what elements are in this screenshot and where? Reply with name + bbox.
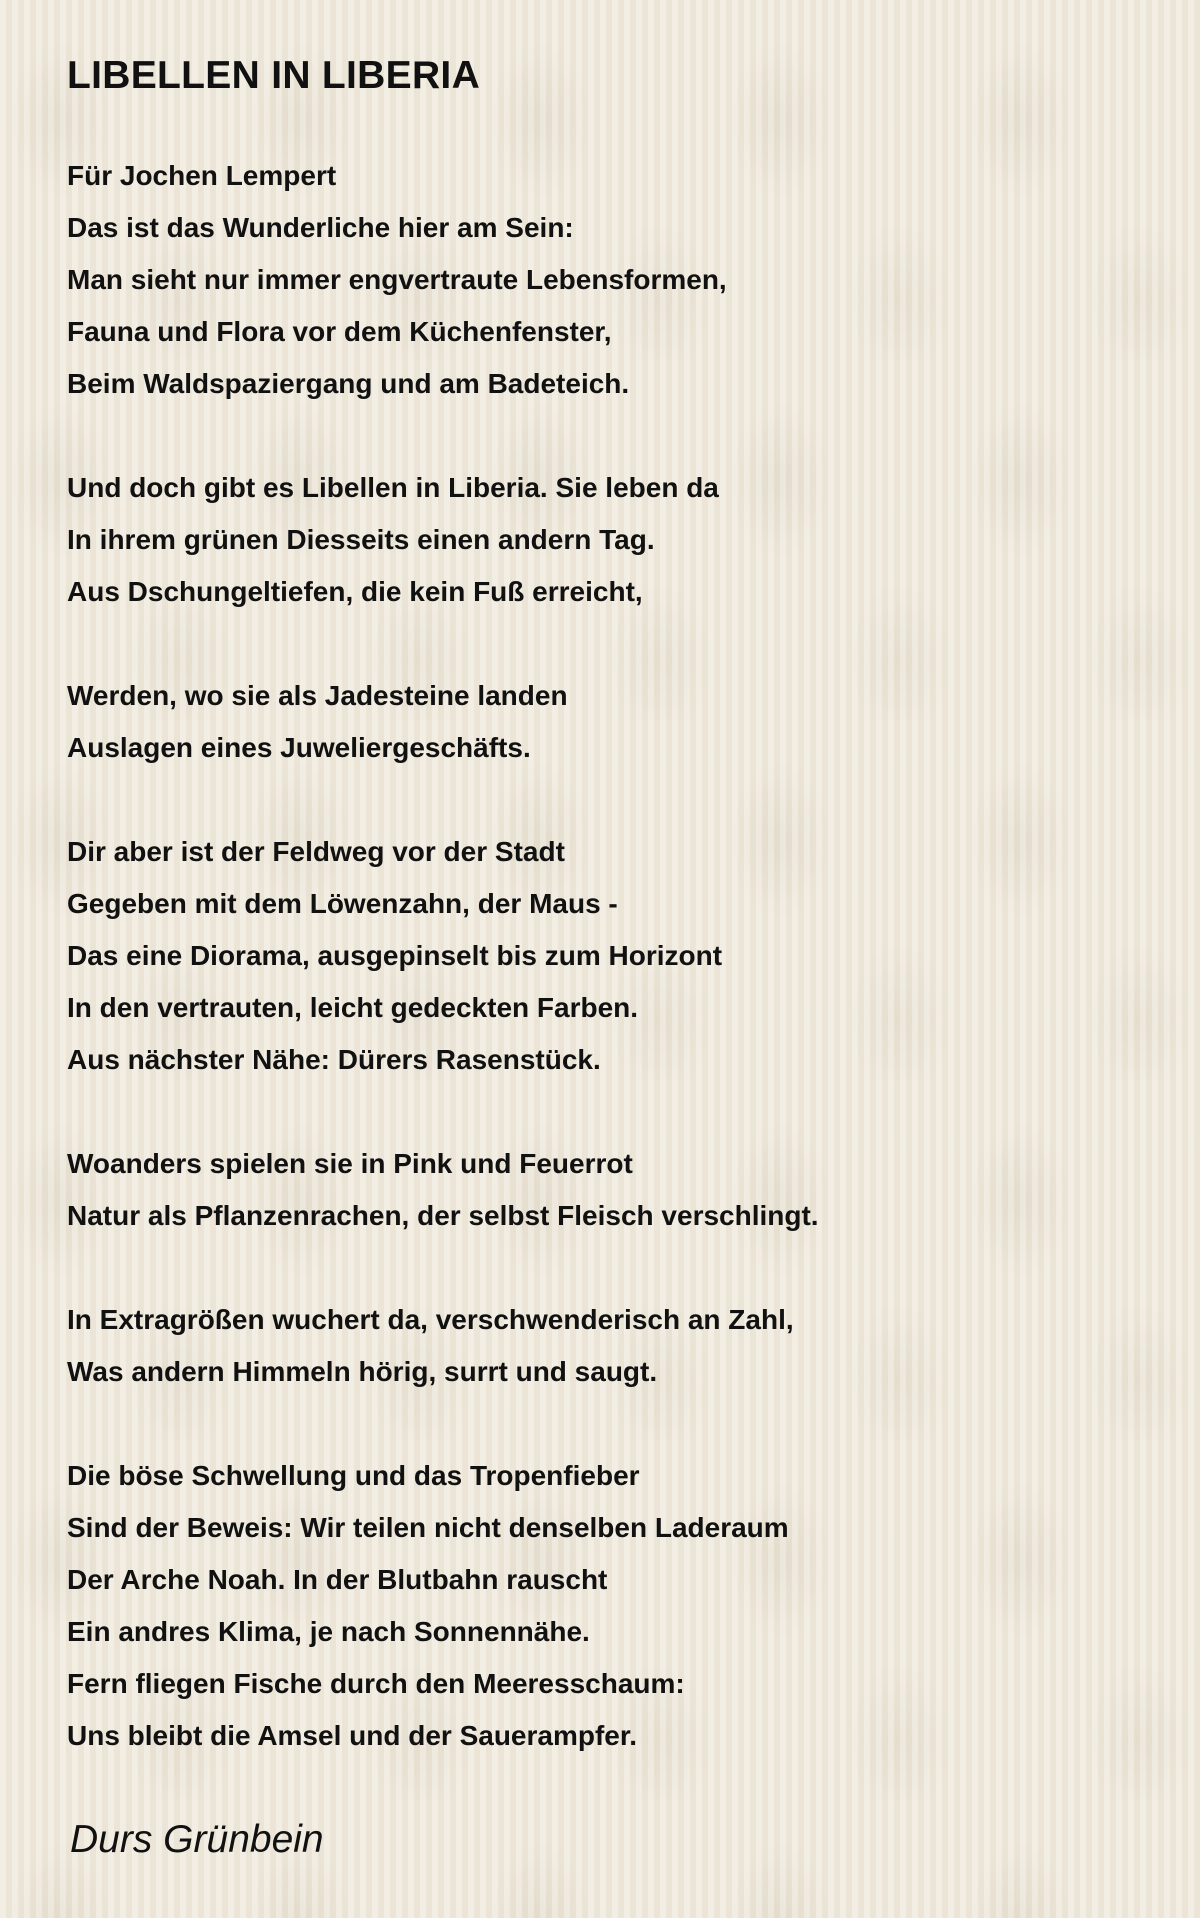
- poem-line: Ein andres Klima, je nach Sonnennähe.: [67, 1616, 590, 1647]
- poem-line: Für Jochen Lempert: [67, 160, 337, 191]
- poem-line: Die böse Schwellung und das Tropenfieber: [67, 1460, 640, 1491]
- poem-line: Beim Waldspaziergang und am Badeteich.: [67, 368, 630, 399]
- poem-title: LIBELLEN IN LIBERIA: [67, 54, 481, 97]
- poem-line: Das ist das Wunderliche hier am Sein:: [67, 212, 574, 243]
- stanza-5: [67, 1138, 1167, 1242]
- poem-line: Natur als Pflanzenrachen, der selbst Fleisch verschlingt.: [67, 1200, 819, 1231]
- poem-author: Durs Grünbein: [70, 1818, 324, 1861]
- poem-line: Fauna und Flora vor dem Küchenfenster,: [67, 316, 612, 347]
- poem-line: Der Arche Noah. In der Blutbahn rauscht: [67, 1564, 608, 1595]
- poem-line: Uns bleibt die Amsel und der Sauerampfer.: [67, 1720, 637, 1751]
- poem-line: Fern fliegen Fische durch den Meeresschaum:: [67, 1668, 685, 1699]
- stanza-7: [67, 1450, 1167, 1762]
- poem-line: Man sieht nur immer engvertraute Lebensformen,: [67, 264, 727, 295]
- poem-line: In Extragrößen wuchert da, verschwenderisch an Zahl,: [67, 1304, 794, 1335]
- poem-line: Aus Dschungeltiefen, die kein Fuß erreicht,: [67, 576, 643, 607]
- stanza-6: [67, 1294, 1167, 1398]
- poem-line: In ihrem grünen Diesseits einen andern Tag.: [67, 524, 655, 555]
- poem-line: Auslagen eines Juweliergeschäfts.: [67, 732, 531, 763]
- poem-line: Woanders spielen sie in Pink und Feuerrot: [67, 1148, 633, 1179]
- poem-line: Aus nächster Nähe: Dürers Rasenstück.: [67, 1044, 601, 1075]
- poem-line: Sind der Beweis: Wir teilen nicht denselben Laderaum: [67, 1512, 789, 1543]
- stanza-1: [67, 150, 1167, 410]
- poem-line: Dir aber ist der Feldweg vor der Stadt: [67, 836, 565, 867]
- poem-line: Das eine Diorama, ausgepinselt bis zum Horizont: [67, 940, 723, 971]
- poem-line: Was andern Himmeln hörig, surrt und saugt.: [67, 1356, 658, 1387]
- stanza-2: [67, 462, 1167, 618]
- stanza-3: [67, 670, 1167, 774]
- poem-line: Und doch gibt es Libellen in Liberia. Sie leben da: [67, 472, 719, 503]
- poem-body: [67, 150, 1167, 1762]
- poem-line: Werden, wo sie als Jadesteine landen: [67, 680, 568, 711]
- poem-line: Gegeben mit dem Löwenzahn, der Maus -: [67, 888, 618, 919]
- stanza-4: [67, 826, 1167, 1086]
- poem-line: In den vertrauten, leicht gedeckten Farben.: [67, 992, 639, 1023]
